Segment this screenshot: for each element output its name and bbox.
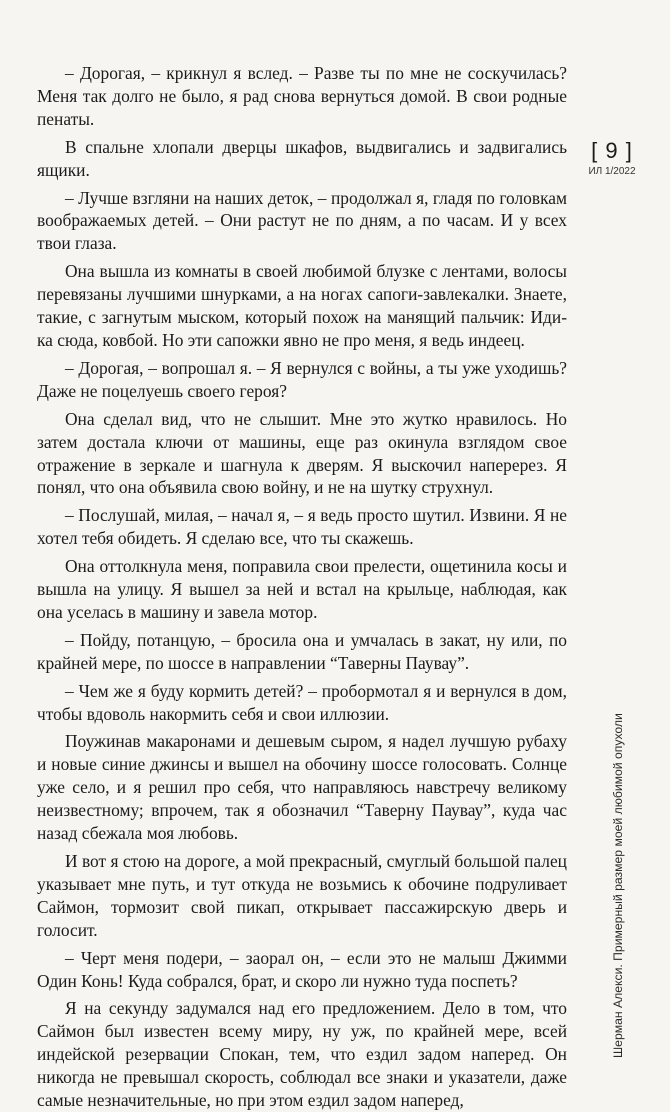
paragraph: В спальне хлопали дверцы шкафов, выдвигались и задвигались ящики. bbox=[37, 136, 567, 180]
paragraph: – Черт меня подери, – заорал он, – если это не малыш Джимми Один Конь! Куда собрался, брат, и скоро ли нужно туда поспеть? bbox=[37, 947, 567, 991]
paragraph: – Чем же я буду кормить детей? – пробормотал я и вернулся в дом, чтобы вдоволь накормить себя и свои иллюзии. bbox=[37, 680, 567, 724]
paragraph: Я на секунду задумался над его предложением. Дело в том, что Саймон был известен всему миру, ну уж, по крайней мере, всей индейской резервации Спокан, тем, что ездил задом наперед. Он никогда не превышал скорость, соблюдал все знаки и указатели, даже самые незначительные, но при этом ездил задом наперед, bbox=[37, 998, 567, 1111]
paragraph: Она оттолкнула меня, поправила свои прелести, ощетинила косы и вышла на улицу. Я вышел за ней и встал на крыльце, наблюдая, как она уселась в машину и завела мотор. bbox=[37, 556, 567, 622]
paragraph: Она вышла из комнаты в своей любимой блузке с лентами, волосы перевязаны лучшими шнурками, а на ногах сапоги-завлекалки. Знаете, такие, с загнутым мыском, который похож на манящий пальчик: Иди-ка сюда, ковбой. Но эти сапожки явно не про меня, я ведь индеец. bbox=[37, 261, 567, 350]
page-folio bbox=[584, 138, 640, 177]
paragraph: Поужинав макаронами и дешевым сыром, я надел лучшую рубаху и новые синие джинсы и вышел на обочину шоссе голосовать. Солнце уже село, и я решил про себя, что направляюсь навстречу великому неизвестному; впрочем, так я обозначил “Таверну Паувау”, куда час назад сбежала моя любовь. bbox=[37, 731, 567, 844]
paragraph: – Дорогая, – крикнул я вслед. – Разве ты по мне не соскучилась? Меня так долго не было, я рад снова вернуться домой. В свои родные пенаты. bbox=[37, 63, 567, 129]
paragraph: – Пойду, потанцую, – бросила она и умчалась в закат, ну или, по крайней мере, по шоссе в направлении “Таверны Паувау”. bbox=[37, 629, 567, 673]
page-number: [ 9 ] bbox=[591, 138, 633, 163]
paragraph: И вот я стою на дороге, а мой прекрасный, смуглый большой палец указывает мне путь, и тут откуда не возьмись к обочине подруливает Саймон, тормозит свой пикап, открывает пассажирскую дверь и голосит. bbox=[37, 851, 567, 940]
issue-label: ИЛ 1/2022 bbox=[588, 166, 636, 177]
body-text bbox=[37, 62, 567, 1112]
paragraph: – Послушай, милая, – начал я, – я ведь просто шутил. Извини. Я не хотел тебя обидеть. Я сделаю все, что ты скажешь. bbox=[37, 505, 567, 549]
paragraph: Она сделал вид, что не слышит. Мне это жутко нравилось. Но затем достала ключи от машины, еще раз окинула взглядом свое отражение в зеркале и шагнула к дверям. Я выскочил наперерез. Я понял, что она объявила свою войну, и не на шутку струхнул. bbox=[37, 408, 567, 498]
paragraph: – Дорогая, – вопрошал я. – Я вернулся с войны, а ты уже уходишь? Даже не поцелуешь своего героя? bbox=[37, 357, 567, 401]
paragraph: – Лучше взгляни на наших деток, – продолжал я, гладя по головкам воображаемых детей. – Они растут не по дням, а по часам. И у всех твои глаза. bbox=[37, 187, 567, 254]
running-head: Шерман Алекси. Примерный размер моей любимой опухоли bbox=[611, 713, 625, 1058]
